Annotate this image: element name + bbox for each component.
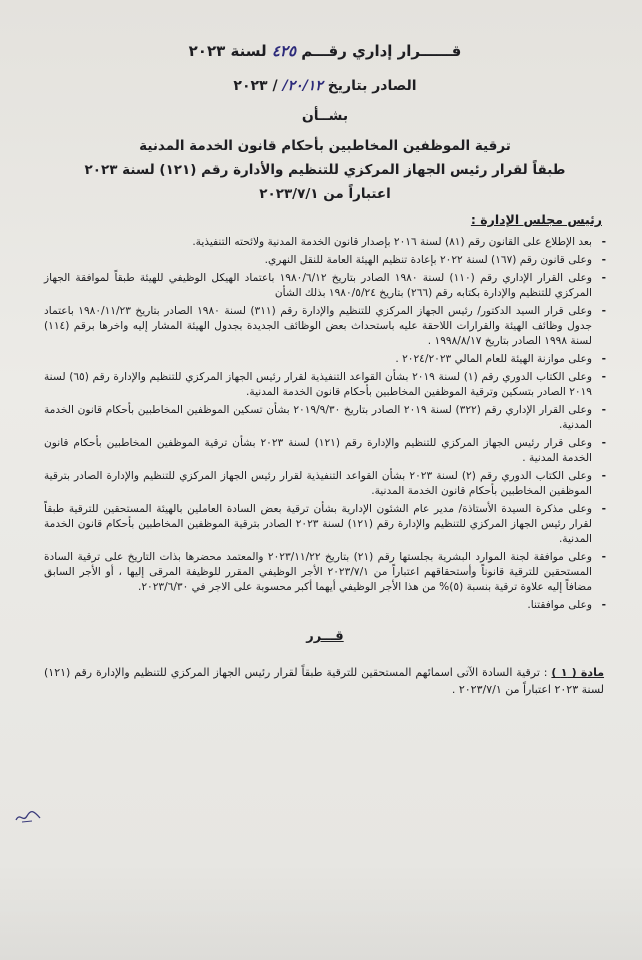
preamble-item: - وعلى القرار الإداري رقم (٣٢٢) لسنة ٢٠١٩ الصادر بتاريخ ٢٠١٩/٩/٣٠ بشأن تسكين الموظفين المخاطبين بأحكام قانون الخدمة المدنية. (44, 403, 606, 433)
subject-line-3: اعتباراً من ٢٠٢٣/٧/١ (259, 186, 391, 202)
decree-number: ٤٢٥ (271, 42, 297, 60)
paper-shadow (0, 862, 642, 960)
issued-date: ٢٠/١٢/ (282, 78, 323, 94)
preamble-item: - وعلى قرار رئيس الجهاز المركزي للتنظيم والإدارة رقم (١٢١) لسنة ٢٠٢٣ بشأن ترقية الموظفين المخاطبين بأحكام قانون الخدمة المدنية . (44, 436, 606, 466)
issued-prefix: الصادر بتاريخ (327, 78, 417, 94)
preamble-item: - وعلى موافقتنا. (44, 598, 606, 613)
decree-prefix: قــــــرار إداري رقـــم (301, 42, 462, 60)
preamble-list (44, 235, 606, 613)
preamble-item: - وعلى مذكرة السيدة الأستاذة/ مدير عام الشئون الإدارية بشأن ترقية بعض السادة العاملين بالهيئة المستحقين للترقية طبقاً لقرار رئيس الجهاز المركزي للتنظيم والإدارة رقم (١٢١) لسنة ٢٠٢٣ الصادر بترقية الموظفين المخاطبين بأحكام قانون الخدمة المدنية. (44, 502, 606, 547)
article-1 (44, 664, 606, 698)
issued-date-line (44, 78, 606, 94)
issued-year: / ٢٠٢٣ (233, 78, 278, 94)
preamble-item: - وعلى الكتاب الدوري رقم (١) لسنة ٢٠١٩ بشأن القواعد التنفيذية لقرار رئيس الجهاز المركزي للتنظيم والإدارة رقم (٦٥) لسنة ٢٠١٩ الصادر بتسكين وترقية الموظفين المخاطبين بأحكام قانون الخدمة المدنية. (44, 370, 606, 400)
decree-year: لسنة ٢٠٢٣ (188, 42, 267, 60)
decree-title (44, 42, 606, 60)
preamble-item: - بعد الإطلاع على القانون رقم (٨١) لسنة ٢٠١٦ بإصدار قانون الخدمة المدنية ولائحته التنفيذية. (44, 235, 606, 250)
preamble-item: - وعلى موافقة لجنة الموارد البشرية بجلستها رقم (٢١) بتاريخ ٢٠٢٣/١١/٢٢ والمعتمد محضرها بذات التاريخ على ترقية السادة المستحقين للترقية قانوناً وأستحقاقهم اعتباراً من ٢٠٢٣/٧/١ الأجر الوظيفي المقرر للوظيفة المرقى إليها ، أو الأجر السابق مضافاً إليه علاوة ترقية بنسبة (٥)% من هذا الأجر الوظيفي أيهما أكبر محسوبة على الاجر في ٢٠٢٣/٦/٣٠. (44, 550, 606, 595)
preamble-item: - وعلى القرار الإداري رقم (١١٠) لسنة ١٩٨٠ الصادر بتاريخ ١٩٨٠/٦/١٢ باعتماد الهيكل الوظيفي للهيئة طبقاً لموافقة الجهاز المركزي للتنظيم والإدارة بكتابه رقم (٢٦٦) بتاريخ ١٩٨٠/٥/٢٤ بذلك الشأن (44, 271, 606, 301)
preamble-item: - وعلى موازنة الهيئة للعام المالي ٢٠٢٤/٢٠٢٣ . (44, 352, 606, 367)
authority-heading: رئيس مجلس الإدارة : (470, 212, 602, 227)
preamble-item: - وعلى الكتاب الدوري رقم (٢) لسنة ٢٠٢٣ بشأن القواعد التنفيذية لقرار رئيس الجهاز المركزي للتنظيم والإدارة الصادر بترقية الموظفين المخاطبين بأحكام قانون الخدمة المدنية. (44, 469, 606, 499)
decision-heading: قـــرر (306, 629, 344, 644)
article-label: مادة ( ١ ) (551, 666, 605, 679)
article-text: : ترقية السادة الآتى اسمائهم المستحقين للترقية طبقاً لقرار رئيس الجهاز المركزي للتنظيم والإدارة رقم (١٢١) لسنة ٢٠٢٣ اعتباراً من ٢٠٢٣/٧/١ . (44, 666, 604, 696)
subject-line-1: ترقية الموظفين المخاطبين بأحكام قانون الخدمة المدنية (139, 138, 511, 154)
document-header (44, 42, 606, 202)
subject-line-2: طبقاً لقرار رئيس الجهاز المركزي للتنظيم والأدارة رقم (١٢١) لسنة ٢٠٢٣ (84, 162, 566, 178)
preamble-item: - وعلى قرار السيد الدكتور/ رئيس الجهاز المركزي للتنظيم والإدارة رقم (٣١١) لسنة ١٩٨٠ الصادر بتاريخ ١٩٨٠/١١/٢٣ باعتماد جدول وظائف الهيئة والقرارات اللاحقة عليه باستحداث بعض الوظائف الجديدة بجدول الهيئة المشار إليه واخرها برقم (١١٤) لسنة ١٩٩٨ الصادر بتاريخ ١٩٩٨/٨/١٧ . (44, 304, 606, 349)
regarding-label: بشــأن (301, 108, 349, 124)
signature-mark (14, 808, 42, 826)
document-body (44, 38, 606, 698)
preamble-item: - وعلى قانون رقم (١٦٧) لسنة ٢٠٢٢ بإعادة تنظيم الهيئة العامة للنقل النهري. (44, 253, 606, 268)
